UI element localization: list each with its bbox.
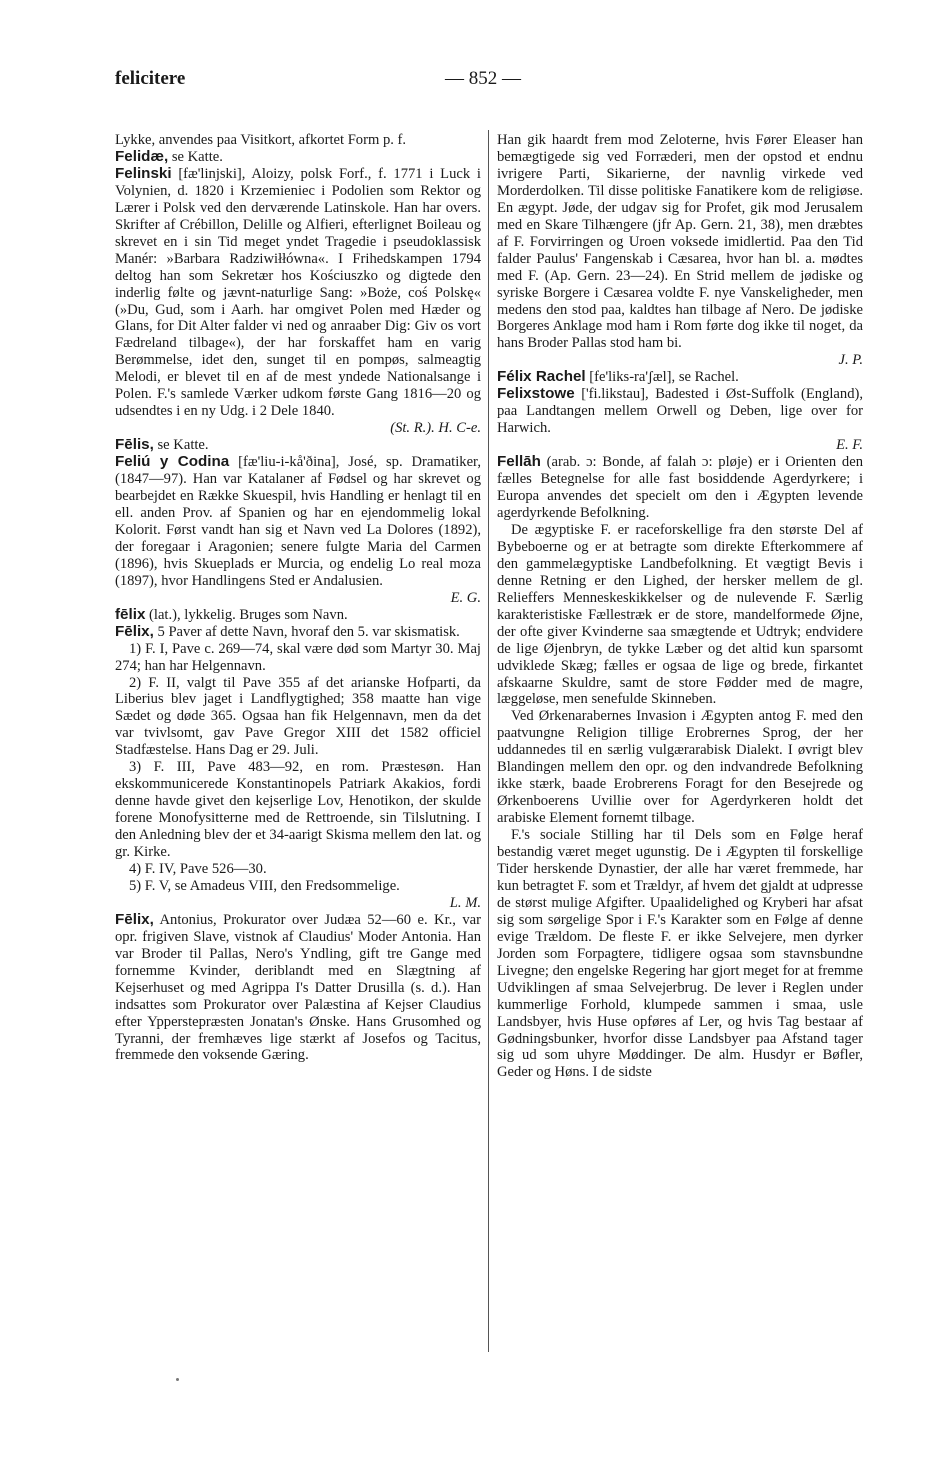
entry-text: [fe'liks-ra'ʃæl], se Rachel. [585,369,739,386]
catchword: felicitere [115,68,186,89]
dictionary-entry [115,149,481,166]
entry-text: 5 Paver af dette Navn, hvoraf den 5. var skismatisk. [153,623,460,640]
print-speck [176,1378,179,1381]
headword: Feliú y Codina [115,453,230,471]
continuation-text: Lykke, anvendes paa Visitkort, afkortet Form p. f. [115,132,407,148]
dictionary-entry [115,437,481,454]
headword: Fellāh [497,453,541,471]
headword: Felidæ, [115,147,169,165]
entry-text: (lat.), lykkelig. Bruges som Navn. [145,606,348,623]
continuation-text: Han gik haardt frem mod Zeloterne, hvis Fører Eleaser han bemægtigede sig ved Forræderi, men der opstod et endnu ivrigere Parti, Sikarierne, der navnlig virkede ved Morderdolken. Til disse politiske Fanatikere kom de religiøse. En ægypt. Jøde, der udgav sig for Profet, gik mod Jerusalem med en Skare Tilhængere (jfr Ap. Gern. 21, 38), men dræbtes af F. Forvirringen og Uroen voksede imidlertid. Paa den Tid falder Paulus' Fangenskab i Cæsarea, hvor han bl. a. mødtes med F. (Ap. Gern. 23—24). En Strid mellem de jødiske og syriske Borgere i Cæsarea voldte F. nye Vanskeligheder, men medens den stod paa, kaldtes han tilbage af Nero. De jødiske Borgeres Anklage mod ham i Rom førte dog ikke til noget, da hans Broder Pallas stod ham bi. [497,132,863,352]
dictionary-entry [115,624,481,641]
headword: fēlix [115,605,146,623]
left-column [115,132,481,1064]
paragraph: F.'s sociale Stilling har til Dels som en Følge heraf bestandig været meget ugunstig. De i Ægypten til forskellige Tider herskende Dynastier, der alle har været fremmede, har kun betragtet F. som et Trældyr, af hvem det gjaldt at udpresse de størst mulige Afgifter. Upaalidelighed og Kryberi har afsat sig som sørgelige Spor i F.'s Karakter som en Følge af denne evige Trældom. De fleste F. er ikke Selvejere, men dyrker Jorden som Forpagtere, tidligere ogsaa som stavnsbundne Livegne; den engelske Regering har gjort meget for at fremme Udviklingen af smaa Selvejerbrug. De lever i Reglen under kummerlige Forhold, klumpede sammen i smaa, usle Landsbyer, hvis Huse opføres af Ler, og hvis Tag bestaar af Gødningsbunker, hvorfor disse Landsbyer paa Afstand tager sig ud som uhyre Møddinger. De alm. Husdyr er Bøfler, Geder og Høns. I de sidste [497,827,863,1081]
paragraph: De ægyptiske F. er raceforskellige fra den største Del af Bybeboerne og er at betragte som direkte Efterkommere af den gammelægyptiske Landbefolkning. Et vægtigt Bevis i denne Retning er den Lighed, der hersker mellem de gl. Relieffers Menneskeskikkelser og de nulevende F. Særlig karakteristiske Fællestræk er de store, mandelformede Øjne, der ofte giver Kvinderne saa smægtende et Udtryk; endvidere de lige Øjenbryn, de tykke Læber og det altid kun sparsomt udviklede Skæg; fælles er ogsaa de lige og brede, firkantet afskaarne Skuldre, samt de store Fødder med de magre, læggeløse, men senefulde Skinneben. [497,521,863,708]
dictionary-entry [115,912,481,1065]
dictionary-entry [115,166,481,420]
dictionary-entry [115,454,481,590]
paragraph: 5) F. V, se Amadeus VIII, den Fredsommelige. [129,877,400,894]
page-number: — 852 — [445,68,521,89]
signature: J. P. [838,352,863,369]
dictionary-entry [497,454,863,522]
paragraph: 3) F. III, Pave 483—92, en rom. Præstesøn. Han ekskommunicerede Konstantinopels Patriark Akakios, fordi denne havde givet den kejserlige Lov, Henotikon, der skulde forene Monofysitterne med de Rettroende, sin Tilslutning. I den Anledning blev der et 34-aarigt Skisma mellem den lat. og gr. Kirke. [115,759,481,861]
paragraph: 1) F. I, Pave c. 269—74, skal være død som Martyr 30. Maj 274; han har Helgennavn. [115,640,481,674]
signature: E. G. [450,589,481,606]
headword: Félix Rachel [497,368,586,386]
dictionary-entry [115,607,481,624]
signature: L. M. [449,894,481,911]
entry-text: [fæ'linjski], Aloizy, polsk Forf., f. 1771 i Luck i Volynien, d. 1820 i Krzemieniec i Podolien som Rektor og Lærer i Polsk ved den derværende Latinskole. Han har overs. Skrifter af Crébillon, Delille og Alfieri, efterlignet Boileau og skrevet en i sin Tid meget yndet Tragedie i pseudoklassisk Manér: »Barbara Radziwiłłówna«. I Frihedskampen 1794 deltog han som Sekretær hos Kościuszko og digtede den inderlig følte og jævnt-naturlige Sang: »Boże, coś Polskę« (»Du, Gud, som i Aarh. har omgivet Polen med Hæder og Glans, for Dit Alter falder vi ned og anraaber Dig: Giv os vort Fædreland tilbage«), der har forskaffet ham en varig Berømmelse, idet den, sunget til en pompøs, salmeagtig Melodi, er blevet til en af de mest yndede Nationalsange i Polen. F.'s samlede Værker udkom første Gang 1816—20 og udsendtes i en ny Udg. i 2 Dele 1840. [115,165,481,420]
dictionary-entry [497,369,863,386]
paragraph: 2) F. II, valgt til Pave 355 af det arianske Hofparti, da Liberius blev jaget i Landflygtighed; 358 maatte han vige Sædet og døde 365. Ogsaa han fik Helgennavn, men da det var tvivlsomt, gav Pave Gregor XIII det 1582 officiel Stadfæstelse. Hans Dag er 29. Juli. [115,674,481,759]
paragraph: Ved Ørkenarabernes Invasion i Ægypten antog F. med den paatvungne Religion tillige Erobrernes Sprog, der her uddannedes til en særlig vulgærarabisk Dialekt. I øvrigt blev Blandingen mellem den opr. og den indvandrede Befolkning ikke stærk, baade Erobrerens Foragt for den Besejrede og Ørkenboerens Uvillie over for Agerdyrkeren holdt det arabiske Element fornemt tilbage. [497,708,863,827]
signature: E. F. [836,437,863,454]
right-column [497,132,863,1081]
paragraph: 4) F. IV, Pave 526—30. [129,860,267,877]
entry-text: (arab. ɔ: Bonde, af falah ɔ: pløje) er i Orienten den fælles Betegnelse for alle fast bosiddende Agerdyrkere; i Europa anvendes det specielt om den i Ægypten levende agerdyrkende Befolkning. [497,454,863,521]
column-divider [488,130,489,1352]
entry-text: se Katte. [153,437,209,454]
entry-text: ['fi.likstau], Badested i Øst-Suffolk (England), paa Landtangen mellem Orwell og Deben, lige over for Harwich. [497,386,863,437]
dictionary-entry [497,386,863,437]
entry-text: se Katte. [168,148,223,165]
headword: Fēlis, [115,436,154,454]
headword: Felinski [115,164,172,182]
headword: Fēlix, [115,910,154,928]
entry-text: Antonius, Prokurator over Judæa 52—60 e. Kr., var opr. frigiven Slave, vistnok af Claudius' Moder Antonia. Han var Broder til Pallas, Nero's Yndling, gift tre Gange med fornemme Kvinder, deriblandt med en Slægtning af Kejserhuset og med Agrippa I's Datter Drusilla (s. d.). Han indsattes som Prokurator over Palæstina af Kejser Claudius efter Ypperstepræsten Jonatan's Ønske. Hans Grusomhed og Tyranni, der fremhæves lige stærkt af Josefos og Tacitus, fremmede den voksende Gæring. [115,911,481,1064]
entry-text: [fæ'liu-i-kå'ðina], José, sp. Dramatiker, (1847—97). Han var Katalaner af Fødsel og har skrevet og bearbejdet en Række Skuespil, hvis Handling er henlagt til en ell. anden Prov. af Spanien og har en ejendommelig lokal Kolorit. Først vandt han sig et Navn ved La Dolores (1892), der foregaar i Aragonien; senere fulgte Maria del Carmen (1896), hvis Skueplads er Murcia, og endelig Lo real moza (1897), hvor Handlingens Sted er Andalusien. [115,454,481,589]
signature: (St. R.). H. C-e. [390,420,481,437]
headword: Fēlix, [115,622,154,640]
headword: Felixstowe [497,385,575,403]
page-header [115,68,875,102]
